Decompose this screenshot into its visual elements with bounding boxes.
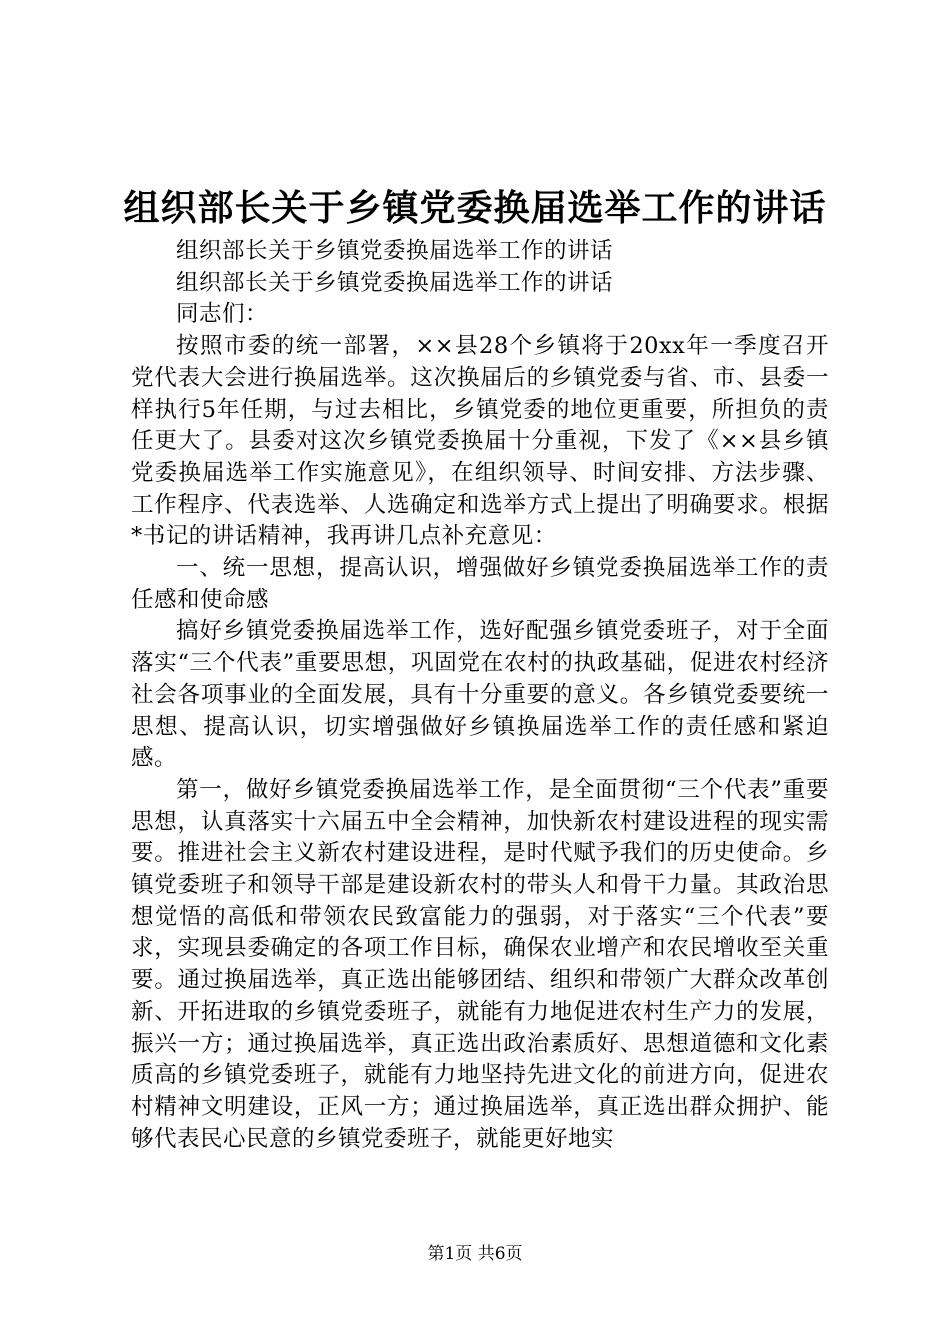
body-paragraph: 按照市委的统一部署，××县28个乡镇将于20xx年一季度召开党代表大会进行换届选举。这次换届后的乡镇党委与省、市、县委一样执行5年任期，与过去相比，乡镇党委的地位更重要，所担负的责任更大了。县委对这次乡镇党委换届十分重视，下发了《××县乡镇党委换届选举工作实施意见》，在组织领导、时间安排、方法步骤、工作程序、代表选举、人选确定和选举方式上提出了明确要求。根据*书记的讲话精神，我再讲几点补充意见： xyxy=(131,333,829,550)
body-paragraph: 第一，做好乡镇党委换届选举工作，是全面贯彻“三个代表”重要思想，认真落实十六届五中全会精神，加快新农村建设进程的现实需要。推进社会主义新农村建设进程，是时代赋予我们的历史使命。乡镇党委班子和领导干部是建设新农村的带头人和骨干力量。其政治思想觉悟的高低和带领农民致富能力的强弱，对于落实“三个代表”要求，实现县委确定的各项工作目标，确保农业增产和农民增收至关重要。通过换届选举，真正选出能够团结、组织和带领广大群众改革创新、开拓进取的乡镇党委班子，就能有力地促进农村生产力的发展，振兴一方；通过换届选举，真正选出政治素质好、思想道德和文化素质高的乡镇党委班子，就能有力地坚持先进文化的前进方向，促进农村精神文明建设，正风一方；通过换届选举，真正选出群众拥护、能够代表民心民意的乡镇党委班子，就能更好地实 xyxy=(131,776,829,1152)
body-paragraph: 组织部长关于乡镇党委换届选举工作的讲话 xyxy=(176,238,614,264)
document-title: 组织部长关于乡镇党委换届选举工作的讲话 xyxy=(123,187,827,229)
document-body xyxy=(131,236,829,1155)
salutation: 同志们： xyxy=(176,301,269,328)
body-paragraph: 搞好乡镇党委换届选举工作，选好配强乡镇党委班子，对于全面落实“三个代表”重要思想，巩固党在农村的执政基础，促进农村经济社会各项事业的全面发展，具有十分重要的意义。各乡镇党委要统一思想、提高认识，切实增强做好乡镇换届选举工作的责任感和紧迫感。 xyxy=(131,618,829,772)
body-paragraph: 组织部长关于乡镇党委换届选举工作的讲话 xyxy=(176,269,614,296)
section-heading: 一、统一思想，提高认识，增强做好乡镇党委换届选举工作的责任感和使命感 xyxy=(131,555,829,613)
page-number-footer: 第1页 共6页 xyxy=(427,1244,523,1264)
